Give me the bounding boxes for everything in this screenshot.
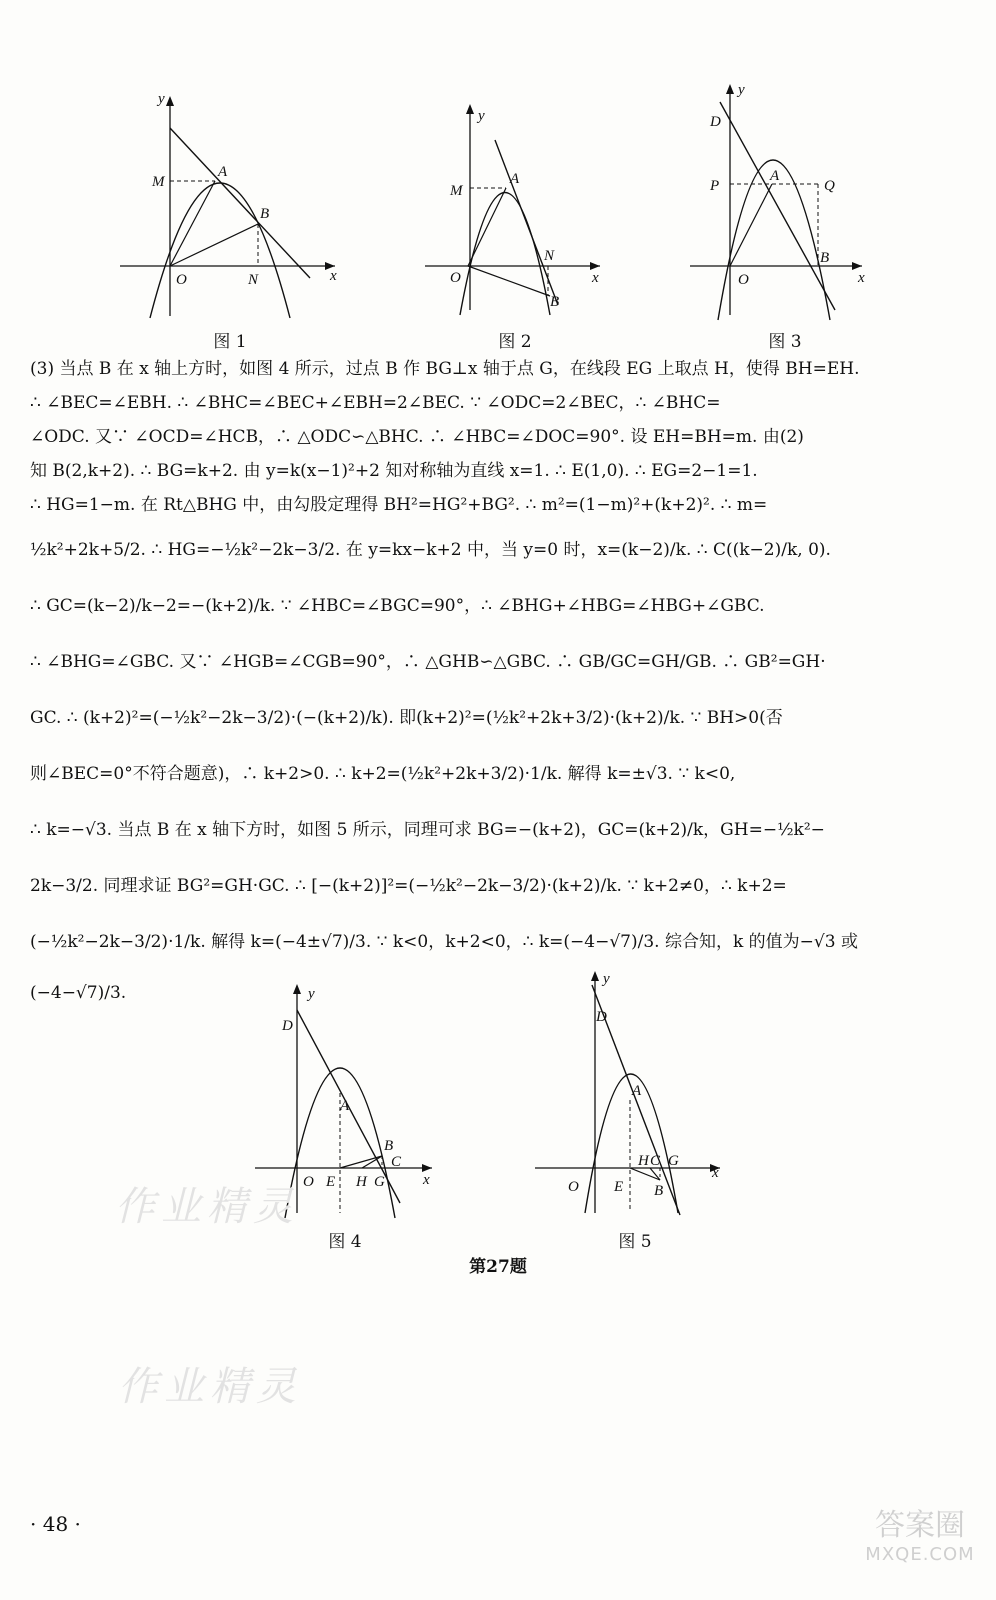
svg-text:M: M — [152, 174, 165, 190]
svg-text:G: G — [668, 1153, 679, 1169]
solution-line: ∠ODC. 又∵ ∠OCD=∠HCB，∴ △ODC∽△BHC. ∴ ∠HBC=∠DOC=90°. 设 EH=BH=m. 由(2) — [30, 427, 804, 447]
figure-1 — [110, 88, 350, 328]
svg-text:P: P — [710, 178, 720, 194]
figure-5 — [530, 965, 750, 1215]
svg-text:D: D — [710, 114, 721, 130]
svg-text:x: x — [330, 268, 337, 284]
figure-4-caption: 图 4 — [328, 1232, 362, 1252]
svg-text:O: O — [450, 270, 461, 286]
svg-text:H: H — [356, 1174, 367, 1190]
solution-line: (−4−√7)/3. — [30, 983, 127, 1003]
svg-text:A: A — [632, 1083, 642, 1099]
page-number: · 48 · — [30, 1512, 81, 1536]
svg-text:Q: Q — [824, 178, 835, 194]
solution-line: (3) 当点 B 在 x 轴上方时，如图 4 所示，过点 B 作 BG⊥x 轴于点 G，在线段 EG 上取点 H，使得 BH=EH. — [30, 359, 860, 379]
svg-text:B: B — [654, 1183, 664, 1199]
solution-line: (−½k²−2k−3/2)·1/k. 解得 k=(−4±√7)/3. ∵ k<0，k+2<0，∴ k=(−4−√7)/3. 综合知，k 的值为−√3 或 — [30, 932, 858, 952]
svg-text:A: A — [340, 1098, 350, 1114]
svg-text:C: C — [391, 1154, 402, 1170]
svg-text:E: E — [614, 1179, 624, 1195]
svg-text:M: M — [450, 183, 463, 199]
figure-1-caption: 图 1 — [213, 332, 247, 352]
figure-5-diagram — [530, 965, 750, 1215]
watermark: 作业精灵 — [118, 1364, 302, 1410]
corner-logo-url: MXQE.COM — [865, 1544, 975, 1565]
svg-text:O: O — [738, 272, 749, 288]
svg-text:x: x — [592, 270, 599, 286]
svg-text:D: D — [282, 1018, 293, 1034]
solution-line: 2k−3/2. 同理求证 BG²=GH·GC. ∴ [−(k+2)]²=(−½k²−2k−3/2)·(k+2)/k. ∵ k+2≠0，∴ k+2= — [30, 876, 787, 896]
corner-logo-title: 答案圈 — [875, 1508, 965, 1543]
svg-text:y: y — [603, 971, 610, 987]
solution-text — [30, 352, 976, 1016]
svg-text:B: B — [384, 1138, 394, 1154]
svg-text:A: A — [510, 171, 520, 187]
svg-text:O: O — [176, 272, 187, 288]
svg-text:G: G — [374, 1174, 385, 1190]
svg-text:y: y — [158, 91, 165, 107]
solution-line: ∴ GC=(k−2)/k−2=−(k+2)/k. ∵ ∠HBC=∠BGC=90°，∴ ∠BHG+∠HBG=∠HBG+∠GBC. — [30, 596, 765, 616]
figure-5-caption: 图 5 — [618, 1232, 652, 1252]
solution-line: ∴ k=−√3. 当点 B 在 x 轴下方时，如图 5 所示，同理可求 BG=−(k+2)，GC=(k+2)/k，GH=−½k²− — [30, 820, 825, 840]
problem-label: 第27题 — [469, 1257, 527, 1277]
svg-text:x: x — [423, 1172, 430, 1188]
watermark: 作业精灵 — [115, 1184, 299, 1230]
solution-line: ∴ ∠BHG=∠GBC. 又∵ ∠HGB=∠CGB=90°，∴ △GHB∽△GBC. ∴ GB/GC=GH/GB. ∴ GB²=GH· — [30, 652, 826, 672]
svg-text:O: O — [303, 1174, 314, 1190]
figure-2-diagram — [420, 100, 620, 320]
solution-line: ∴ HG=1−m. 在 Rt△BHG 中，由勾股定理得 BH²=HG²+BG². ∴ m²=(1−m)²+(k+2)². ∴ m= — [30, 495, 768, 515]
corner-logo — [850, 1500, 990, 1565]
solution-line: GC. ∴ (k+2)²=(−½k²−2k−3/2)·(−(k+2)/k). 即(k+2)²=(½k²+2k+3/2)·(k+2)/k. ∵ BH>0(否 — [30, 708, 783, 728]
figure-1-diagram — [110, 88, 350, 328]
svg-text:A: A — [770, 168, 780, 184]
svg-text:B: B — [820, 250, 830, 266]
svg-text:x: x — [712, 1165, 719, 1181]
svg-text:N: N — [544, 248, 555, 264]
figure-3-diagram — [690, 80, 880, 320]
svg-text:E: E — [326, 1174, 336, 1190]
svg-text:B: B — [260, 206, 270, 222]
solution-line: ∴ ∠BEC=∠EBH. ∴ ∠BHC=∠BEC+∠EBH=2∠BEC. ∵ ∠ODC=2∠BEC，∴ ∠BHC= — [30, 393, 721, 413]
svg-text:H: H — [638, 1153, 649, 1169]
svg-text:D: D — [596, 1009, 607, 1025]
figure-2-caption: 图 2 — [498, 332, 532, 352]
svg-text:y: y — [738, 82, 745, 98]
svg-text:x: x — [858, 270, 865, 286]
svg-text:y: y — [478, 108, 485, 124]
svg-text:B: B — [550, 294, 560, 310]
figure-3 — [690, 80, 880, 320]
solution-line: 知 B(2,k+2). ∴ BG=k+2. 由 y=k(x−1)²+2 知对称轴为直线 x=1. ∴ E(1,0). ∴ EG=2−1=1. — [30, 461, 758, 481]
figure-3-caption: 图 3 — [768, 332, 802, 352]
svg-text:N: N — [248, 272, 259, 288]
svg-text:A: A — [218, 164, 228, 180]
solution-line: ½k²+2k+5/2. ∴ HG=−½k²−2k−3/2. 在 y=kx−k+2 中，当 y=0 时，x=(k−2)/k. ∴ C((k−2)/k, 0). — [30, 540, 831, 560]
svg-text:C: C — [650, 1153, 661, 1169]
solution-line: 则∠BEC=0°不符合题意)，∴ k+2>0. ∴ k+2=(½k²+2k+3/2)·1/k. 解得 k=±√3. ∵ k<0, — [30, 764, 736, 784]
svg-text:y: y — [308, 986, 315, 1002]
figure-2 — [420, 100, 620, 320]
svg-text:O: O — [568, 1179, 579, 1195]
